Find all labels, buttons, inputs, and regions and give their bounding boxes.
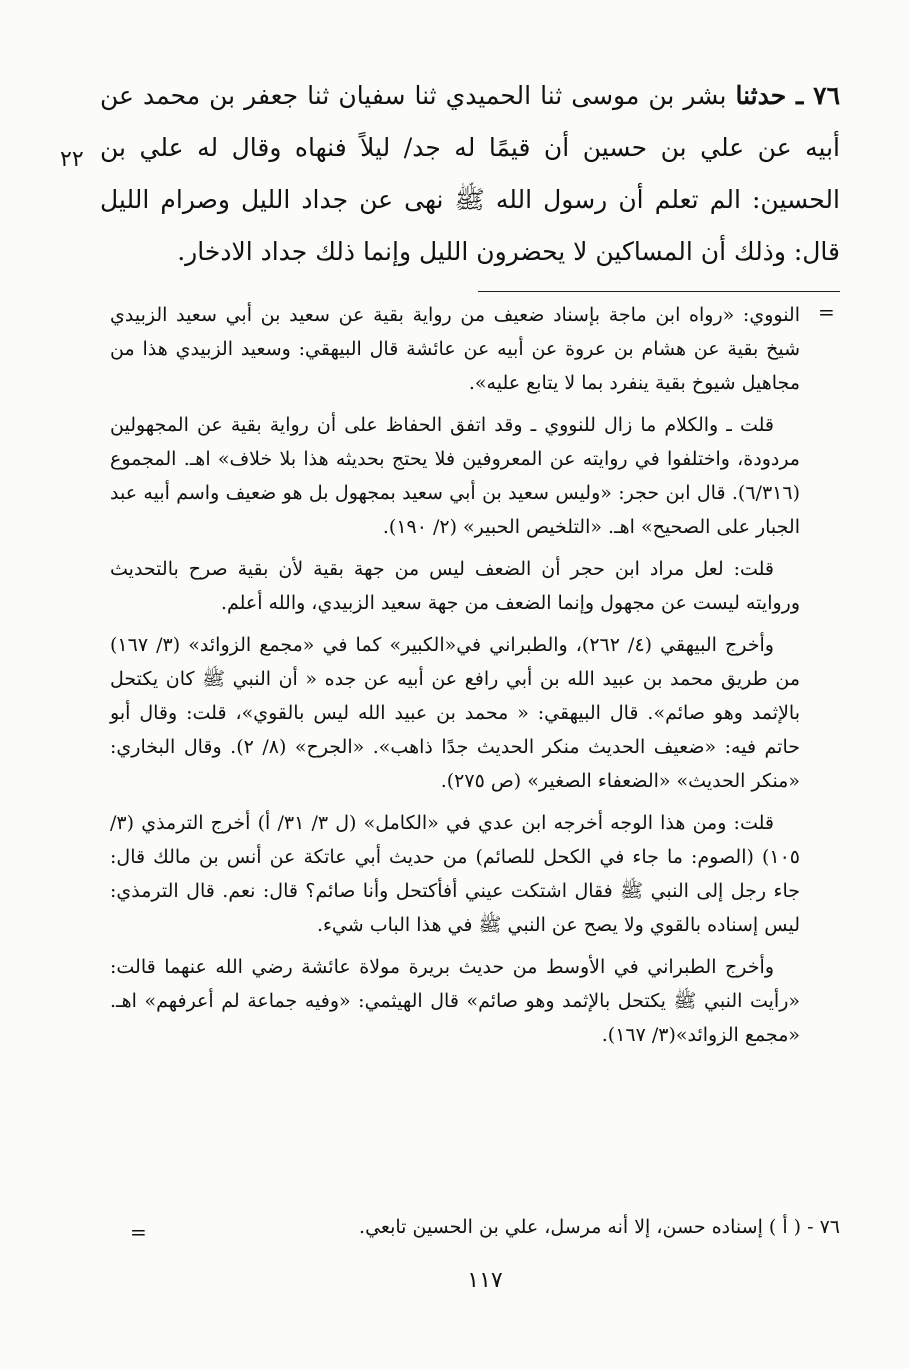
hadith-paragraph [100,70,840,278]
continuation-end-mark: = [130,1220,147,1244]
isnad-grading-note: ٧٦ - ( أ ) إسناده حسن، إلا أنه مرسل، علي بن الحسين تابعي. [359,1216,840,1238]
footnote-paragraph: قلت: ومن هذا الوجه أخرجه ابن عدي في «الكامل» (ل ٣/ ٣١/ أ) أخرج الترمذي (٣/ ١٠٥) (الصوم: ما جاء في الكحل للصائم) من حديث أبي عاتكة عن أنس بن مالك قال: جاء رجل إلى النبي ﷺ فقال اشتكت عيني أفأكتحل وأنا صائم؟ قال: نعم. قال الترمذي: ليس إسناده بالقوي ولا يصح عن النبي ﷺ في هذا الباب شيء. [110,812,800,936]
footnotes-block [110,298,800,1060]
hadith-number: ٧٦ ـ حدثنا [735,81,840,110]
page-number: ١١٧ [467,1268,503,1293]
continuation-mark: = [818,300,835,324]
margin-page-marker: ٢٢ [60,147,84,172]
footnote-paragraph: وأخرج البيهقي (٤/ ٢٦٢)، والطبراني في«الكبير» كما في «مجمع الزوائد» (٣/ ١٦٧) من طريق محمد بن عبيد الله بن أبي رافع عن أبيه عن جده « أن النبي ﷺ كان يكتحل بالإثمد وهو صائم». قال البيهقي: « محمد بن عبيد الله ليس بالقوي»، قلت: وقال أبو حاتم فيه: «ضعيف الحديث منكر الحديث جدًا ذاهب». «الجرح» (٨/ ٢). وقال البخاري: «منكر الحديث» «الضعفاء الصغير» (ص ٢٧٥). [110,634,801,792]
footnote-paragraph: وأخرج الطبراني في الأوسط من حديث بريرة مولاة عائشة رضي الله عنهما قالت: «رأيت النبي ﷺ يكتحل بالإثمد وهو صائم» قال الهيثمي: «وفيه جماعة لم أعرفهم» اهـ. «مجمع الزوائد»(٣/ ١٦٧). [110,956,800,1046]
hadith-text-block [100,70,840,278]
footnote-divider [478,291,840,292]
footnote-paragraph: قلت ـ والكلام ما زال للنووي ـ وقد اتفق الحفاظ على أن رواية بقية عن المجهولين مردودة، واختلفوا في روايته عن المعروفين فلا يحتج بحديثه هذا بلا خلاف» اهـ. المجموع (٦/٣١٦). قال ابن حجر: «وليس سعيد بن أبي سعيد بمجهول بل هو ضعيف واسم أبيه عبد الجبار على الصحيح» اهـ. «التلخيص الحبير» (٢/ ١٩٠). [110,414,800,538]
hadith-body: بشر بن موسى ثنا الحميدي ثنا سفيان ثنا جعفر بن محمد عن أبيه عن علي بن حسين أن قيمًا له جد/ ليلاً فنهاه وقال له علي بن الحسين: الم تعلم أن رسول الله ﷺ نهى عن جداد الليل وصرام الليل قال: وذلك أن المساكين لا يحضرون الليل وإنما ذلك جداد الادخار. [100,81,840,266]
footnote-paragraph: قلت: لعل مراد ابن حجر أن الضعف ليس من جهة بقية لأن بقية صرح بالتحديث وروايته ليست عن مجهول وإنما الضعف من جهة سعيد الزبيدي، والله أعلم. [110,558,800,614]
footnote-paragraph: النووي: «رواه ابن ماجة بإسناد ضعيف من رواية بقية عن سعيد بن أبي سعيد الزبيدي شيخ بقية عن هشام بن عروة عن أبيه عن عائشة قال البيهقي: وسعيد الزبيدي هذا من مجاهيل شيوخ بقية ينفرد بما لا يتابع عليه». [110,304,800,394]
